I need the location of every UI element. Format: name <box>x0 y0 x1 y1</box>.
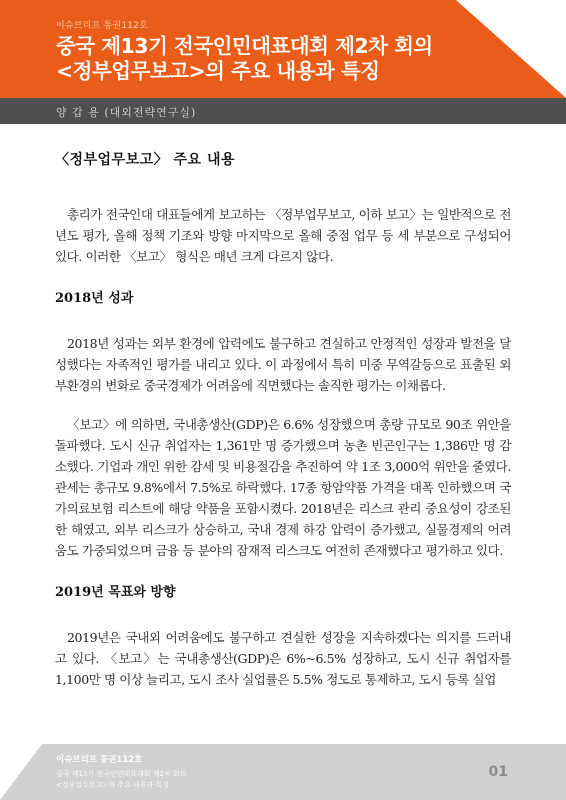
footer-series: 이슈브리프 통권112호 <box>56 755 143 765</box>
page-number: 01 <box>488 764 508 780</box>
footer-title-line-1: 중국 제13기 전국인민대표대회 제2차 회의 <box>56 770 187 778</box>
title-line-1: 중국 제13기 전국인민대표대회 제2차 회의 <box>56 34 433 58</box>
page-title <box>56 34 433 84</box>
series-label: 이슈브리프 통권112호 <box>56 21 148 31</box>
heading-2018: 2018년 성과 <box>55 291 134 306</box>
title-line-2: <정부업무보고>의 주요 내용과 특징 <box>56 59 380 83</box>
footer-title-line-2: <정부업무보고>의 주요 내용과 특징 <box>56 781 170 789</box>
paragraph-2018-b: 〈보고〉에 의하면, 국내총생산(GDP)은 6.6% 성장했으며 총량 규모로 90조 위안을 돌파했다. 도시 신규 취업자는 1,361만 명 증가했으며 농촌 빈곤인구는 1,386만 명 감소했다. 기업과 개인 위한 감세 및 비용절감을 추진하여 약 1조 3,000억 위안을 줄였다. 관세는 총규모 9.8%에서 7.5%로 하락했다. 17종 항암약품 가격을 대폭 인하했으며 국가의료보험 리스트에 해당 약품을 포함시켰다. 2018년은 리스크 관리 중요성이 강조된 한 해였고, 외부 리스크가 상승하고, 국내 경제 하강 압력이 증가했고, 실물경제의 어려움도 가중되었으며 금융 등 분야의 잠재적 리스크도 여전히 존재했다고 평가하고 있다. <box>55 417 511 558</box>
header-corner-cut <box>456 0 566 98</box>
footer-corner-cut <box>0 744 42 800</box>
paragraph-2018-a: 2018년 성과는 외부 환경에 압력에도 불구하고 견실하고 안정적인 성장과 발전을 달성했다는 자족적인 평가를 내리고 있다. 이 과정에서 특히 미중 무역갈등으로 표출된 외부환경의 변화로 중국경제가 어려움에 직면했다는 솔직한 평가는 이채롭다. <box>55 336 511 393</box>
heading-2019: 2019년 목표와 방향 <box>55 585 176 600</box>
header-banner <box>0 0 566 98</box>
main-content <box>55 150 511 690</box>
intro-paragraph: 총리가 전국인대 대표들에게 보고하는 〈정부업무보고, 이하 보고〉는 일반적으로 전년도 평가, 올해 정책 기조와 방향 마지막으로 올해 중점 업무 등 세 부분으로 구성되어 있다. 이러한 〈보고〉 형식은 매년 크게 다르지 않다. <box>55 207 511 264</box>
author-bar <box>0 98 566 124</box>
paragraph-2019: 2019년은 국내외 어려움에도 불구하고 견실한 성장을 지속하겠다는 의지를 드러내고 있다. 〈보고〉는 국내총생산(GDP)은 6%~6.5% 성장하고, 도시 신규 취업자를 1,100만 명 이상 늘리고, 도시 조사 실업률은 5.5% 정도로 통제하고, 도시 등록 실업 <box>55 630 511 687</box>
section-title: 〈정부업무보고〉 주요 내용 <box>55 152 235 168</box>
footer <box>0 744 566 800</box>
author-name: 양 갑 용 (대외전략연구실) <box>56 106 197 119</box>
